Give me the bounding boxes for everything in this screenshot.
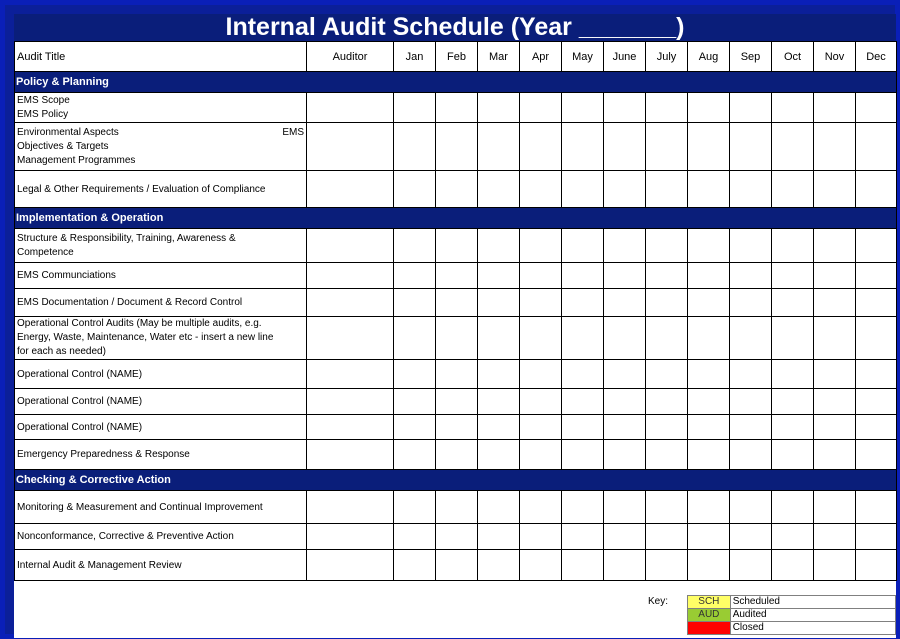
month-cell[interactable] [562,171,604,208]
row-text: Environmental Aspects [17,126,119,138]
month-cell[interactable] [646,123,688,171]
audit-title-cell[interactable] [15,123,307,171]
table-row [15,229,897,263]
month-cell[interactable] [478,229,520,263]
auditor-cell[interactable] [307,360,394,389]
month-cell[interactable] [562,491,604,524]
month-cell[interactable] [394,360,436,389]
month-cell[interactable] [856,360,897,389]
month-cell[interactable] [436,360,478,389]
month-cell[interactable] [520,263,562,289]
month-cell[interactable] [730,360,772,389]
key-code-cls: CLS [688,622,731,635]
month-cell[interactable] [730,171,772,208]
table-row [15,289,897,317]
month-cell[interactable] [562,389,604,415]
audit-title-cell[interactable] [15,229,307,263]
month-cell[interactable] [814,171,856,208]
audit-title-cell[interactable]: Operational Control (NAME) [15,415,307,440]
audit-title-cell[interactable]: EMS Communciations [15,263,307,289]
month-cell[interactable] [814,440,856,470]
key-code-sch: SCH [688,596,731,609]
schedule-sheet [14,14,896,638]
month-cell[interactable] [772,263,814,289]
month-cell[interactable] [394,123,436,171]
month-cell[interactable] [436,93,478,123]
row-text: Management Programmes [17,154,136,166]
month-cell[interactable] [814,289,856,317]
table-row [15,415,897,440]
row-text: EMS Policy [17,108,69,120]
month-cell[interactable] [688,550,730,581]
month-cell[interactable] [646,389,688,415]
month-cell[interactable] [646,317,688,360]
month-cell[interactable] [478,415,520,440]
month-cell[interactable] [856,524,897,550]
month-cell[interactable] [478,389,520,415]
month-cell[interactable] [478,360,520,389]
month-cell[interactable] [604,229,646,263]
month-cell[interactable] [646,93,688,123]
month-cell[interactable] [604,389,646,415]
month-cell[interactable] [394,524,436,550]
month-cell[interactable] [478,263,520,289]
month-cell[interactable] [604,550,646,581]
table-row [15,389,897,415]
month-header-feb: Feb [436,42,478,72]
key-row-closed [688,622,896,635]
month-cell[interactable] [688,289,730,317]
audit-title-cell[interactable]: EMS Documentation / Document & Record Control [15,289,307,317]
section-header-policy: Policy & Planning [15,72,897,93]
month-cell[interactable] [604,171,646,208]
month-cell[interactable] [394,93,436,123]
row-text: Competence [17,246,74,258]
month-cell[interactable] [604,360,646,389]
month-cell[interactable] [730,263,772,289]
month-cell[interactable] [730,289,772,317]
auditor-cell[interactable] [307,440,394,470]
table-row [15,93,897,123]
month-cell[interactable] [562,317,604,360]
month-cell[interactable] [520,171,562,208]
month-cell[interactable] [856,389,897,415]
month-cell[interactable] [562,440,604,470]
month-cell[interactable] [394,550,436,581]
month-cell[interactable] [646,289,688,317]
month-cell[interactable] [688,263,730,289]
month-cell[interactable] [646,171,688,208]
month-cell[interactable] [562,93,604,123]
month-cell[interactable] [688,93,730,123]
table-row [15,263,897,289]
month-cell[interactable] [604,317,646,360]
month-cell[interactable] [520,229,562,263]
row-text: Objectives & Targets [17,140,109,152]
month-cell[interactable] [688,524,730,550]
audit-title-cell[interactable]: Operational Control (NAME) [15,360,307,389]
month-cell[interactable] [772,491,814,524]
month-header-june: June [604,42,646,72]
audit-title-cell[interactable]: Operational Control (NAME) [15,389,307,415]
month-cell[interactable] [856,440,897,470]
month-cell[interactable] [478,440,520,470]
month-header-oct: Oct [772,42,814,72]
month-cell[interactable] [814,491,856,524]
month-cell[interactable] [646,524,688,550]
month-cell[interactable] [604,440,646,470]
auditor-cell[interactable] [307,524,394,550]
row-text: Structure & Responsibility, Training, Awareness & [17,232,236,244]
row-text-ems: EMS [282,126,304,138]
month-cell[interactable] [394,289,436,317]
section-row [15,470,897,491]
month-cell[interactable] [772,415,814,440]
month-cell[interactable] [562,123,604,171]
month-cell[interactable] [856,491,897,524]
month-cell[interactable] [814,317,856,360]
key-row-scheduled [688,596,896,609]
schedule-title: Internal Audit Schedule (Year _______) [14,14,896,41]
month-cell[interactable] [646,550,688,581]
audit-title-header: Audit Title [15,42,307,72]
audit-title-cell[interactable] [15,93,307,123]
month-cell[interactable] [856,317,897,360]
month-cell[interactable] [436,289,478,317]
audit-title-cell[interactable]: Monitoring & Measurement and Continual Improvement [15,491,307,524]
month-header-may: May [562,42,604,72]
month-cell[interactable] [478,123,520,171]
auditor-cell[interactable] [307,171,394,208]
table-row [15,123,897,171]
month-header-apr: Apr [520,42,562,72]
month-cell[interactable] [856,415,897,440]
month-cell[interactable] [730,491,772,524]
key-desc-closed: Closed [730,622,895,635]
month-cell[interactable] [688,317,730,360]
month-cell[interactable] [772,171,814,208]
month-cell[interactable] [772,440,814,470]
month-cell[interactable] [688,389,730,415]
month-cell[interactable] [520,550,562,581]
section-row [15,72,897,93]
month-cell[interactable] [730,123,772,171]
month-cell[interactable] [814,360,856,389]
month-cell[interactable] [394,317,436,360]
month-cell[interactable] [646,491,688,524]
month-cell[interactable] [520,440,562,470]
month-cell[interactable] [394,263,436,289]
month-header-dec: Dec [856,42,897,72]
month-cell[interactable] [646,229,688,263]
auditor-cell[interactable] [307,317,394,360]
auditor-cell[interactable] [307,389,394,415]
month-cell[interactable] [394,389,436,415]
month-cell[interactable] [688,123,730,171]
month-cell[interactable] [814,93,856,123]
month-cell[interactable] [604,524,646,550]
month-header-july: July [646,42,688,72]
key-code-aud: AUD [688,609,731,622]
month-cell[interactable] [562,360,604,389]
auditor-cell[interactable] [307,93,394,123]
month-cell[interactable] [604,415,646,440]
month-cell[interactable] [436,263,478,289]
month-cell[interactable] [688,360,730,389]
month-cell[interactable] [772,317,814,360]
auditor-cell[interactable] [307,229,394,263]
month-cell[interactable] [520,289,562,317]
auditor-cell[interactable] [307,263,394,289]
key-label: Key: [648,596,669,607]
month-cell[interactable] [814,389,856,415]
month-cell[interactable] [604,123,646,171]
month-cell[interactable] [772,123,814,171]
month-cell[interactable] [394,171,436,208]
month-cell[interactable] [562,415,604,440]
month-cell[interactable] [520,123,562,171]
month-header-nov: Nov [814,42,856,72]
month-cell[interactable] [562,550,604,581]
month-cell[interactable] [520,360,562,389]
table-row [15,524,897,550]
month-cell[interactable] [730,317,772,360]
audit-title-cell[interactable]: Legal & Other Requirements / Evaluation of Compliance [15,171,307,208]
table-row [15,171,897,208]
row-text: EMS Scope [17,94,70,106]
month-cell[interactable] [730,524,772,550]
month-cell[interactable] [688,440,730,470]
month-header-jan: Jan [394,42,436,72]
month-cell[interactable] [394,491,436,524]
month-cell[interactable] [478,171,520,208]
month-cell[interactable] [436,317,478,360]
table-row [15,440,897,470]
month-cell[interactable] [688,229,730,263]
auditor-cell[interactable] [307,123,394,171]
month-cell[interactable] [646,360,688,389]
section-header-checking: Checking & Corrective Action [15,470,897,491]
month-cell[interactable] [856,263,897,289]
key-desc-audited: Audited [730,609,895,622]
month-cell[interactable] [478,289,520,317]
month-cell[interactable] [730,389,772,415]
audit-schedule-table [14,41,897,581]
row-text: Energy, Waste, Maintenance, Water etc - insert a new line [17,332,274,343]
month-cell[interactable] [814,524,856,550]
month-cell[interactable] [646,415,688,440]
month-cell[interactable] [394,229,436,263]
month-cell[interactable] [730,93,772,123]
month-cell[interactable] [478,524,520,550]
table-row [15,550,897,581]
month-cell[interactable] [562,229,604,263]
month-cell[interactable] [562,263,604,289]
key-row-audited [688,609,896,622]
month-cell[interactable] [436,171,478,208]
auditor-cell[interactable] [307,550,394,581]
key-legend [14,581,896,638]
auditor-cell[interactable] [307,415,394,440]
month-cell[interactable] [478,550,520,581]
month-cell[interactable] [604,93,646,123]
month-cell[interactable] [478,317,520,360]
month-cell[interactable] [730,229,772,263]
audit-title-cell[interactable]: Nonconformance, Corrective & Preventive Action [15,524,307,550]
table-row [15,360,897,389]
month-cell[interactable] [772,360,814,389]
month-cell[interactable] [856,289,897,317]
month-cell[interactable] [856,229,897,263]
month-cell[interactable] [772,93,814,123]
month-cell[interactable] [436,415,478,440]
month-cell[interactable] [604,491,646,524]
auditor-cell[interactable] [307,289,394,317]
auditor-cell[interactable] [307,491,394,524]
section-header-implementation: Implementation & Operation [15,208,897,229]
month-cell[interactable] [562,289,604,317]
month-cell[interactable] [688,171,730,208]
month-cell[interactable] [814,123,856,171]
table-row [15,491,897,524]
month-cell[interactable] [772,289,814,317]
month-cell[interactable] [436,524,478,550]
audit-title-cell[interactable]: Emergency Preparedness & Response [15,440,307,470]
month-cell[interactable] [772,524,814,550]
month-cell[interactable] [688,491,730,524]
month-cell[interactable] [562,524,604,550]
audit-title-cell[interactable]: Internal Audit & Management Review [15,550,307,581]
month-cell[interactable] [520,415,562,440]
month-cell[interactable] [814,229,856,263]
row-text: Operational Control Audits (May be multiple audits, e.g. [17,318,262,329]
auditor-header: Auditor [307,42,394,72]
month-cell[interactable] [520,317,562,360]
month-cell[interactable] [856,550,897,581]
month-header-sep: Sep [730,42,772,72]
month-cell[interactable] [604,263,646,289]
month-cell[interactable] [520,389,562,415]
month-cell[interactable] [814,263,856,289]
month-cell[interactable] [730,550,772,581]
month-cell[interactable] [814,550,856,581]
month-cell[interactable] [436,491,478,524]
month-header-mar: Mar [478,42,520,72]
month-cell[interactable] [520,491,562,524]
month-cell[interactable] [646,263,688,289]
audit-title-cell[interactable] [15,317,307,360]
month-cell[interactable] [730,440,772,470]
row-text: for each as needed) [17,346,106,357]
month-cell[interactable] [856,171,897,208]
month-cell[interactable] [856,123,897,171]
month-cell[interactable] [394,440,436,470]
month-cell[interactable] [394,415,436,440]
month-cell[interactable] [478,491,520,524]
month-cell[interactable] [772,389,814,415]
month-cell[interactable] [688,415,730,440]
month-cell[interactable] [436,389,478,415]
month-cell[interactable] [520,93,562,123]
month-header-aug: Aug [688,42,730,72]
header-row [15,42,897,72]
month-cell[interactable] [436,550,478,581]
key-desc-scheduled: Scheduled [730,596,895,609]
month-cell[interactable] [730,415,772,440]
table-row [15,317,897,360]
month-cell[interactable] [436,123,478,171]
month-cell[interactable] [856,93,897,123]
month-cell[interactable] [646,440,688,470]
month-cell[interactable] [478,93,520,123]
month-cell[interactable] [814,415,856,440]
section-row [15,208,897,229]
month-cell[interactable] [604,289,646,317]
month-cell[interactable] [436,440,478,470]
month-cell[interactable] [436,229,478,263]
key-table [687,595,896,635]
month-cell[interactable] [772,550,814,581]
month-cell[interactable] [520,524,562,550]
month-cell[interactable] [772,229,814,263]
